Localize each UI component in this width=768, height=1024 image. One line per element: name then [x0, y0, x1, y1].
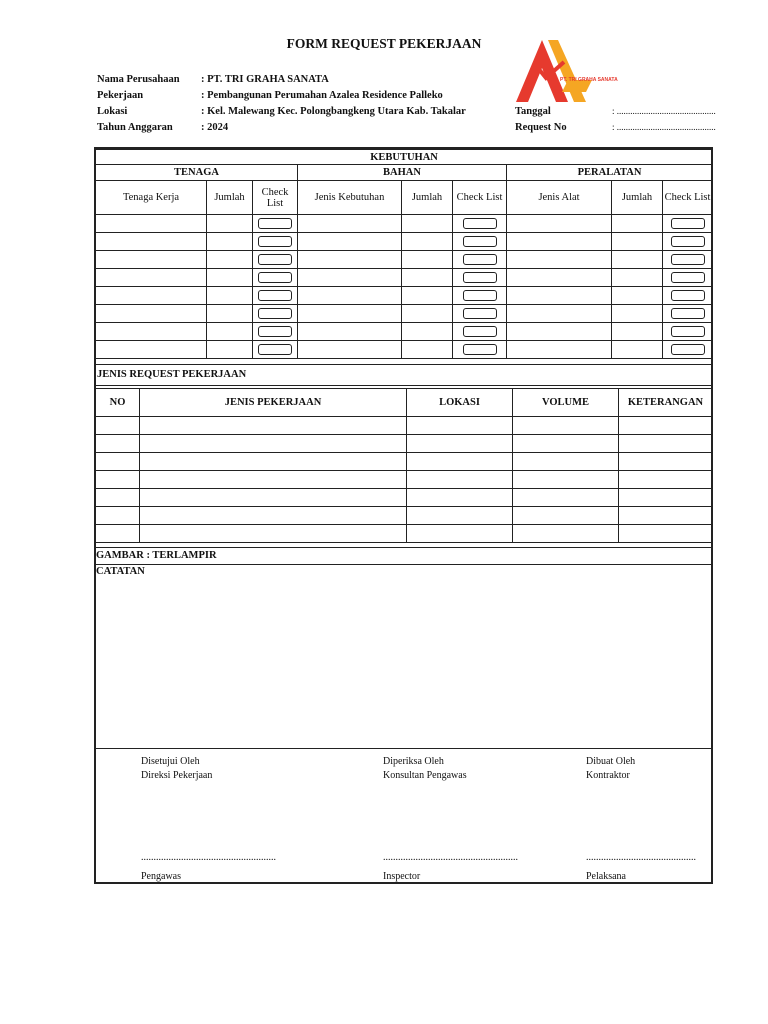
- checkbox[interactable]: [258, 236, 292, 247]
- input-cell[interactable]: [298, 323, 402, 341]
- input-cell[interactable]: [402, 305, 453, 323]
- input-cell[interactable]: [298, 341, 402, 359]
- sig1-name: Pengawas: [141, 871, 181, 882]
- sig3-dots: ............................................: [586, 852, 696, 863]
- col-no: NO: [96, 389, 140, 417]
- checkbox[interactable]: [671, 218, 705, 229]
- gambar-label: GAMBAR : TERLAMPIR: [96, 550, 217, 561]
- checkbox[interactable]: [671, 326, 705, 337]
- input-cell[interactable]: [407, 471, 513, 489]
- input-cell[interactable]: [140, 417, 407, 435]
- input-cell[interactable]: [619, 471, 713, 489]
- input-cell[interactable]: [612, 251, 663, 269]
- sig2-line1: Diperiksa Oleh: [383, 756, 444, 767]
- input-cell[interactable]: [96, 251, 207, 269]
- checklist-cell: [253, 323, 298, 341]
- input-cell[interactable]: [619, 525, 713, 543]
- input-cell[interactable]: [513, 507, 619, 525]
- col-jumlah-tenaga: Jumlah: [207, 181, 253, 215]
- value-lokasi: : Kel. Malewang Kec. Polongbangkeng Utara Kab. Takalar: [201, 106, 466, 117]
- input-cell[interactable]: [96, 287, 207, 305]
- company-logo: [512, 38, 618, 106]
- input-cell[interactable]: [619, 489, 713, 507]
- checklist-cell: [663, 233, 713, 251]
- checkbox[interactable]: [258, 254, 292, 265]
- sig1-line1: Disetujui Oleh: [141, 756, 200, 767]
- value-pekerjaan: : Pembangunan Perumahan Azalea Residence Palleko: [201, 90, 443, 101]
- input-cell[interactable]: [96, 233, 207, 251]
- checkbox[interactable]: [463, 272, 497, 283]
- input-cell[interactable]: [513, 489, 619, 507]
- input-cell[interactable]: [612, 305, 663, 323]
- input-cell[interactable]: [298, 305, 402, 323]
- input-cell[interactable]: [402, 215, 453, 233]
- checklist-cell: [453, 269, 507, 287]
- label-tahun-anggaran: Tahun Anggaran: [97, 122, 173, 133]
- input-cell[interactable]: [619, 453, 713, 471]
- input-cell[interactable]: [96, 215, 207, 233]
- input-cell[interactable]: [96, 453, 140, 471]
- input-cell[interactable]: [513, 525, 619, 543]
- input-cell[interactable]: [207, 269, 253, 287]
- input-cell[interactable]: [298, 233, 402, 251]
- checkbox[interactable]: [463, 308, 497, 319]
- input-cell[interactable]: [407, 507, 513, 525]
- col-keterangan: KETERANGAN: [619, 389, 713, 417]
- input-cell[interactable]: [140, 507, 407, 525]
- checklist-cell: [253, 305, 298, 323]
- input-cell[interactable]: [513, 453, 619, 471]
- catatan-label: CATATAN: [96, 566, 145, 577]
- request-row: [96, 417, 713, 435]
- input-cell[interactable]: [207, 287, 253, 305]
- checkbox[interactable]: [671, 236, 705, 247]
- input-cell[interactable]: [96, 435, 140, 453]
- input-cell[interactable]: [612, 269, 663, 287]
- input-cell[interactable]: [612, 233, 663, 251]
- checkbox[interactable]: [258, 326, 292, 337]
- checklist-cell: [453, 287, 507, 305]
- input-cell[interactable]: [207, 305, 253, 323]
- col-jenis-alat: Jenis Alat: [507, 181, 612, 215]
- input-cell[interactable]: [140, 489, 407, 507]
- input-cell[interactable]: [96, 269, 207, 287]
- input-cell[interactable]: [507, 323, 612, 341]
- input-cell[interactable]: [507, 305, 612, 323]
- kebutuhan-row: [96, 287, 713, 305]
- input-cell[interactable]: [507, 215, 612, 233]
- input-cell[interactable]: [507, 251, 612, 269]
- value-request-no[interactable]: : ............................................: [612, 122, 716, 132]
- input-cell[interactable]: [140, 453, 407, 471]
- input-cell[interactable]: [513, 471, 619, 489]
- label-nama-perusahaan: Nama Perusahaan: [97, 74, 180, 85]
- checkbox[interactable]: [463, 236, 497, 247]
- checklist-cell: [253, 269, 298, 287]
- jenis-request-title: JENIS REQUEST PEKERJAAN: [97, 369, 247, 380]
- input-cell[interactable]: [298, 269, 402, 287]
- checklist-cell: [253, 341, 298, 359]
- input-cell[interactable]: [298, 287, 402, 305]
- divider-signature: [95, 748, 712, 749]
- sig2-dots: ......................................................: [383, 852, 518, 863]
- input-cell[interactable]: [407, 525, 513, 543]
- col-jumlah-alat: Jumlah: [612, 181, 663, 215]
- col-tenaga-kerja: Tenaga Kerja: [96, 181, 207, 215]
- checkbox[interactable]: [463, 218, 497, 229]
- checklist-cell: [453, 251, 507, 269]
- input-cell[interactable]: [402, 269, 453, 287]
- input-cell[interactable]: [207, 251, 253, 269]
- input-cell[interactable]: [407, 489, 513, 507]
- input-cell[interactable]: [513, 417, 619, 435]
- gambar-section: [95, 547, 712, 565]
- kebutuhan-row: [96, 341, 713, 359]
- group-peralatan: PERALATAN: [507, 165, 713, 181]
- col-jenis-pekerjaan: JENIS PEKERJAAN: [140, 389, 407, 417]
- checklist-cell: [453, 305, 507, 323]
- checklist-cell: [663, 251, 713, 269]
- input-cell[interactable]: [612, 341, 663, 359]
- group-tenaga: TENAGA: [96, 165, 298, 181]
- kebutuhan-row: [96, 215, 713, 233]
- checklist-cell: [253, 251, 298, 269]
- label-tanggal: Tanggal: [515, 106, 551, 117]
- checklist-cell: [663, 269, 713, 287]
- input-cell[interactable]: [612, 287, 663, 305]
- input-cell[interactable]: [207, 215, 253, 233]
- value-tahun-anggaran: : 2024: [201, 122, 229, 133]
- request-row: [96, 471, 713, 489]
- input-cell[interactable]: [507, 269, 612, 287]
- kebutuhan-row: [96, 269, 713, 287]
- input-cell[interactable]: [207, 233, 253, 251]
- col-checklist-alat: Check List: [663, 181, 713, 215]
- input-cell[interactable]: [402, 233, 453, 251]
- sig1-dots: ......................................................: [141, 852, 276, 863]
- input-cell[interactable]: [140, 525, 407, 543]
- catatan-area[interactable]: [96, 580, 710, 745]
- jenis-request-section: [95, 364, 712, 386]
- request-row: [96, 489, 713, 507]
- input-cell[interactable]: [513, 435, 619, 453]
- checklist-cell: [663, 341, 713, 359]
- label-lokasi: Lokasi: [97, 106, 128, 117]
- logo-text: PT. TRI GRAHA SANATA: [560, 77, 618, 83]
- input-cell[interactable]: [612, 323, 663, 341]
- checkbox[interactable]: [463, 254, 497, 265]
- sig2-line2: Konsultan Pengawas: [383, 770, 467, 781]
- checkbox[interactable]: [258, 272, 292, 283]
- input-cell[interactable]: [407, 417, 513, 435]
- col-lokasi: LOKASI: [407, 389, 513, 417]
- checkbox[interactable]: [258, 308, 292, 319]
- checkbox[interactable]: [671, 290, 705, 301]
- col-volume: VOLUME: [513, 389, 619, 417]
- input-cell[interactable]: [96, 489, 140, 507]
- input-cell[interactable]: [140, 471, 407, 489]
- input-cell[interactable]: [407, 435, 513, 453]
- input-cell[interactable]: [207, 341, 253, 359]
- col-jenis-kebutuhan: Jenis Kebutuhan: [298, 181, 402, 215]
- input-cell[interactable]: [507, 233, 612, 251]
- checklist-cell: [453, 233, 507, 251]
- kebutuhan-table: [95, 149, 713, 359]
- input-cell[interactable]: [407, 453, 513, 471]
- checklist-cell: [453, 323, 507, 341]
- checkbox[interactable]: [671, 272, 705, 283]
- input-cell[interactable]: [507, 341, 612, 359]
- request-row: [96, 525, 713, 543]
- checklist-cell: [453, 215, 507, 233]
- input-cell[interactable]: [96, 471, 140, 489]
- checklist-cell: [663, 323, 713, 341]
- input-cell[interactable]: [96, 323, 207, 341]
- checklist-cell: [253, 233, 298, 251]
- checkbox[interactable]: [463, 344, 497, 355]
- sig3-line2: Kontraktor: [586, 770, 630, 781]
- sig3-name: Pelaksana: [586, 871, 626, 882]
- input-cell[interactable]: [96, 525, 140, 543]
- checkbox[interactable]: [671, 254, 705, 265]
- input-cell[interactable]: [402, 251, 453, 269]
- checkbox[interactable]: [463, 290, 497, 301]
- checklist-cell: [663, 305, 713, 323]
- label-request-no: Request No: [515, 122, 567, 133]
- checklist-cell: [453, 341, 507, 359]
- value-nama-perusahaan: : PT. TRI GRAHA SANATA: [201, 74, 329, 85]
- input-cell[interactable]: [619, 507, 713, 525]
- input-cell[interactable]: [619, 435, 713, 453]
- sig2-name: Inspector: [383, 871, 421, 882]
- input-cell[interactable]: [96, 507, 140, 525]
- label-pekerjaan: Pekerjaan: [97, 90, 144, 101]
- col-jumlah-bahan: Jumlah: [402, 181, 453, 215]
- input-cell[interactable]: [96, 341, 207, 359]
- input-cell[interactable]: [298, 215, 402, 233]
- checklist-cell: [253, 287, 298, 305]
- value-tanggal[interactable]: : ............................................: [612, 106, 716, 116]
- input-cell[interactable]: [96, 417, 140, 435]
- checkbox[interactable]: [463, 326, 497, 337]
- kebutuhan-row: [96, 323, 713, 341]
- form-title: FORM REQUEST PEKERJAAN: [286, 36, 482, 51]
- checklist-cell: [253, 215, 298, 233]
- checklist-cell: [663, 215, 713, 233]
- input-cell[interactable]: [207, 323, 253, 341]
- input-cell[interactable]: [402, 323, 453, 341]
- checkbox[interactable]: [258, 344, 292, 355]
- kebutuhan-row: [96, 233, 713, 251]
- jenis-request-table: [95, 388, 713, 543]
- sig1-line2: Direksi Pekerjaan: [141, 770, 213, 781]
- kebutuhan-title: KEBUTUHAN: [96, 150, 713, 165]
- col-checklist-tenaga: Check List: [253, 181, 298, 215]
- input-cell[interactable]: [298, 251, 402, 269]
- checkbox[interactable]: [671, 308, 705, 319]
- request-row: [96, 507, 713, 525]
- input-cell[interactable]: [507, 287, 612, 305]
- request-row: [96, 435, 713, 453]
- checkbox[interactable]: [258, 218, 292, 229]
- checkbox[interactable]: [671, 344, 705, 355]
- request-row: [96, 453, 713, 471]
- group-bahan: BAHAN: [298, 165, 507, 181]
- input-cell[interactable]: [619, 417, 713, 435]
- kebutuhan-row: [96, 251, 713, 269]
- col-checklist-bahan: Check List: [453, 181, 507, 215]
- input-cell[interactable]: [96, 305, 207, 323]
- input-cell[interactable]: [612, 215, 663, 233]
- checklist-cell: [663, 287, 713, 305]
- input-cell[interactable]: [402, 341, 453, 359]
- sig3-line1: Dibuat Oleh: [586, 756, 636, 767]
- checkbox[interactable]: [258, 290, 292, 301]
- input-cell[interactable]: [402, 287, 453, 305]
- input-cell[interactable]: [140, 435, 407, 453]
- kebutuhan-row: [96, 305, 713, 323]
